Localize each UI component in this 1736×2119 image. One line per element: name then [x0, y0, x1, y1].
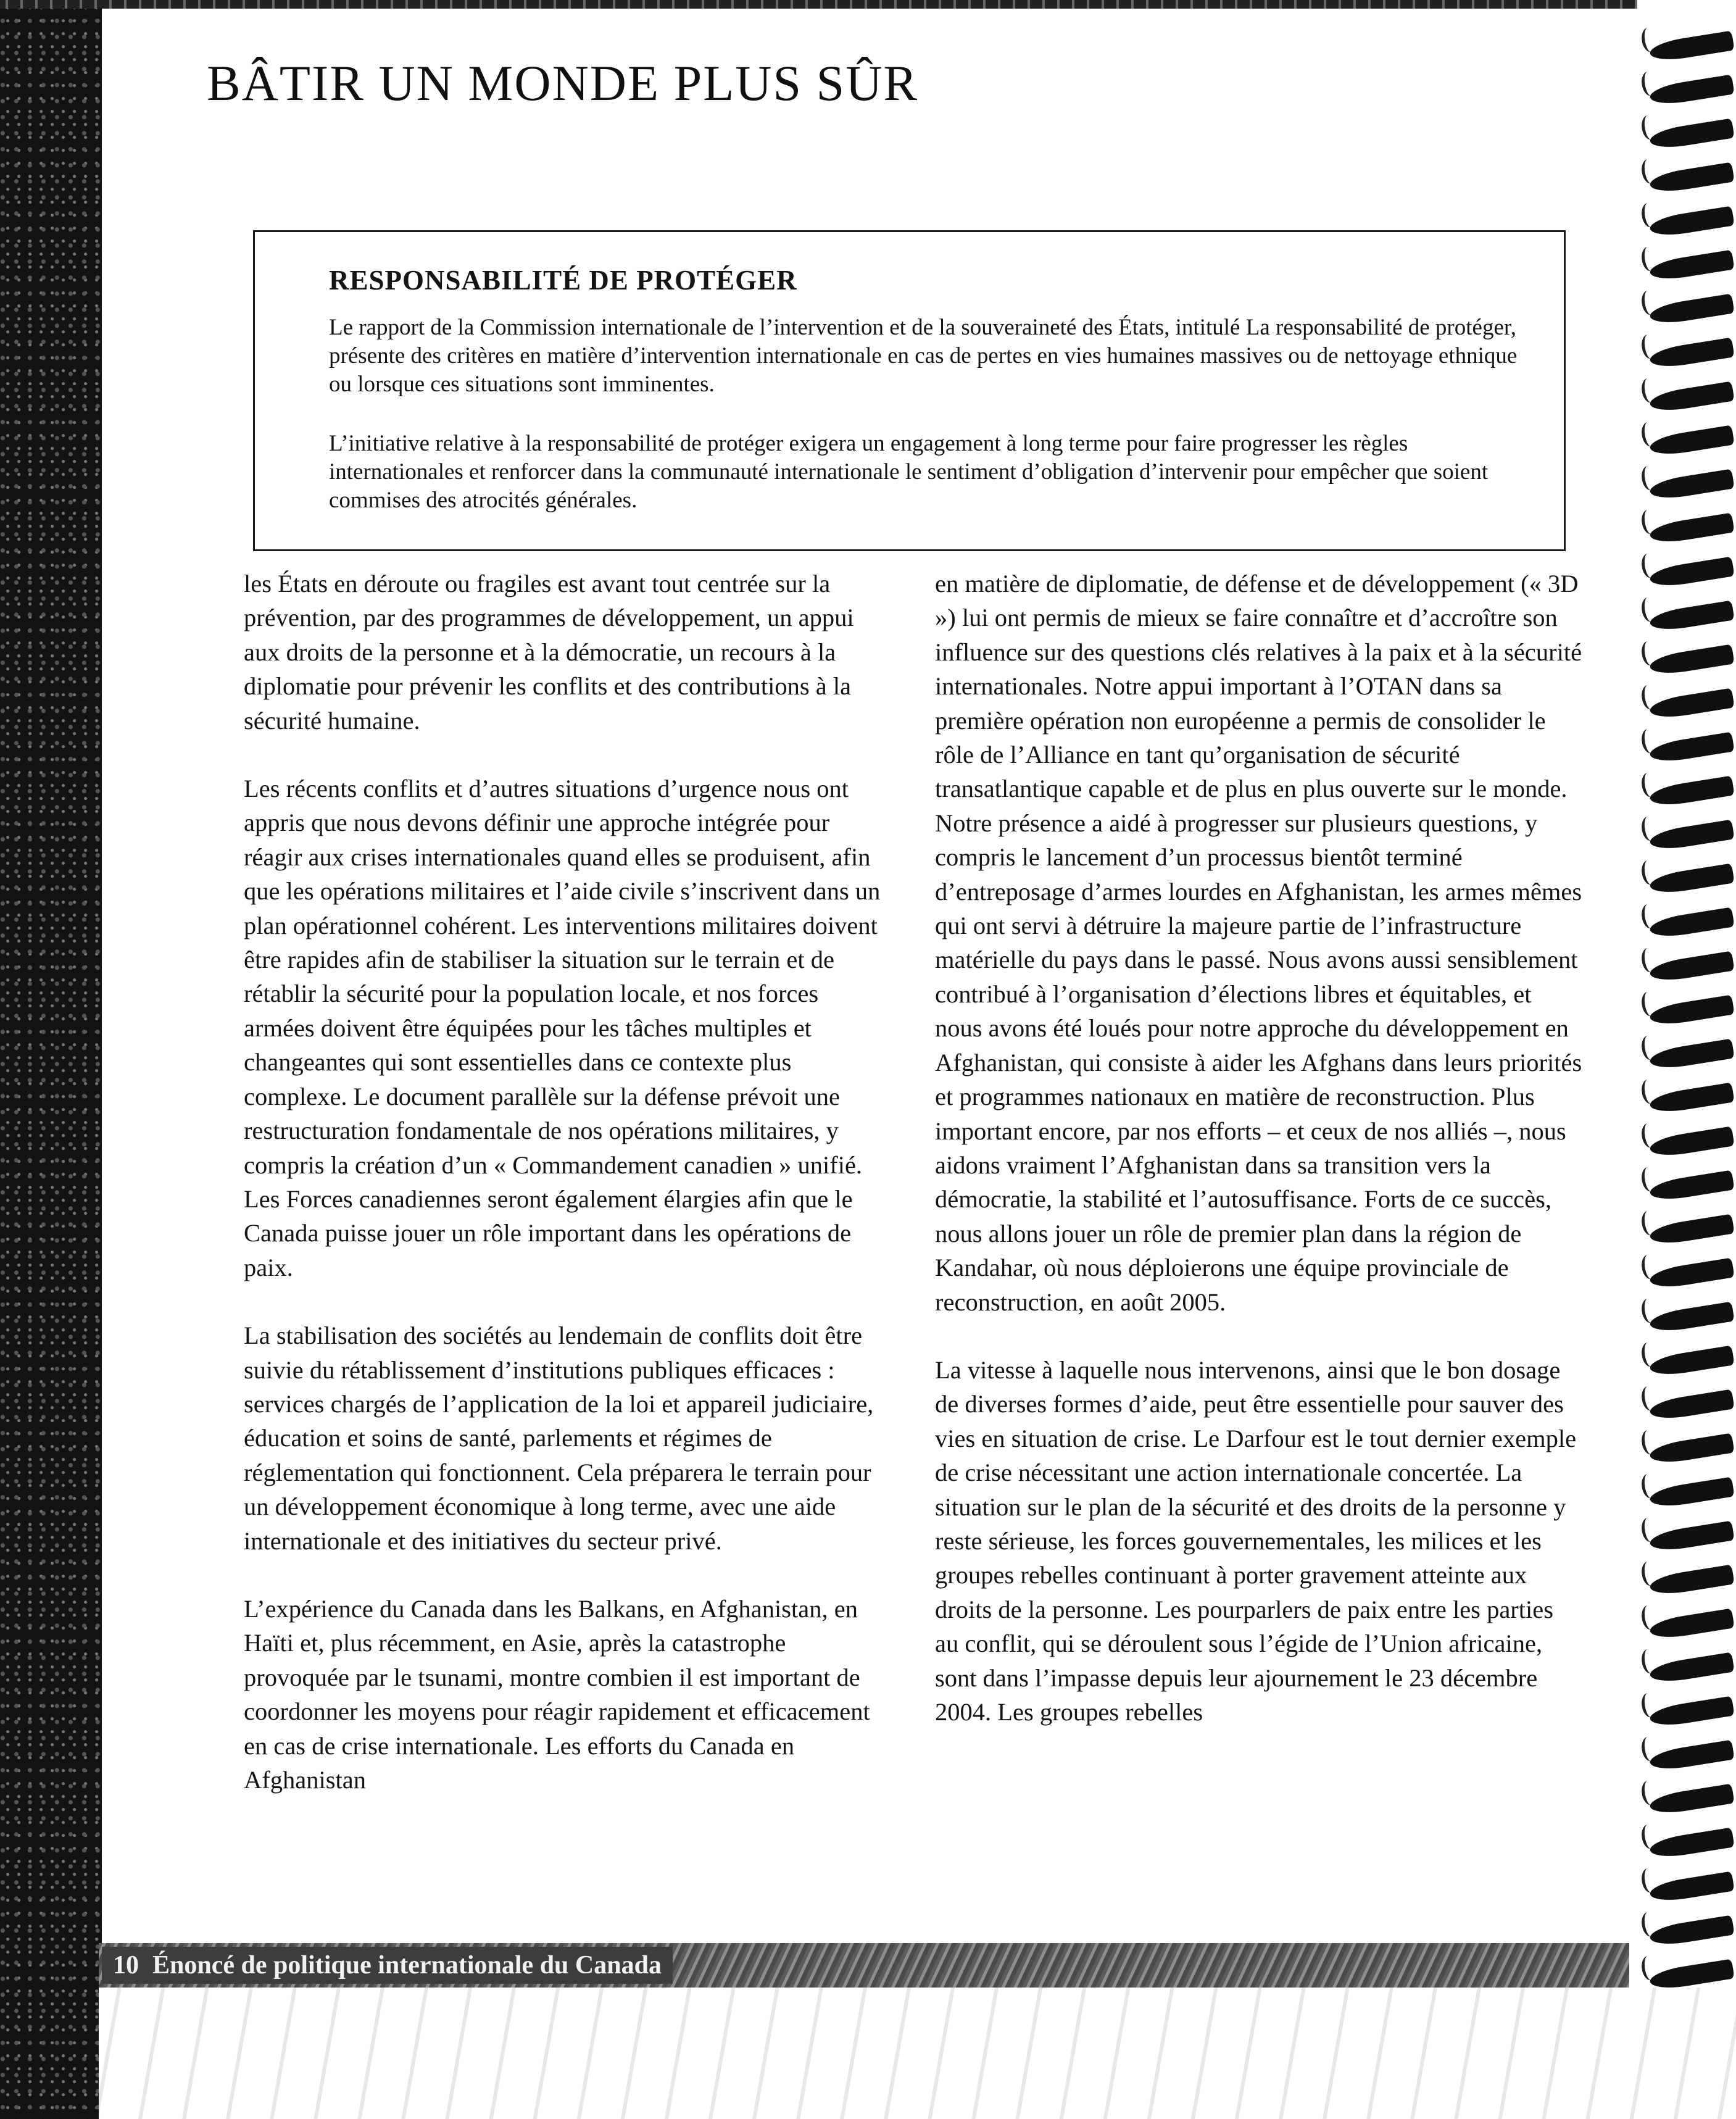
binding-ring: [1648, 162, 1734, 195]
binding-ring: [1648, 513, 1734, 546]
binding-ring: [1648, 1433, 1734, 1466]
binding-ring: [1648, 1126, 1734, 1159]
binding-ring: [1648, 820, 1734, 852]
binding-ring: [1648, 1302, 1734, 1334]
binding-ring: [1648, 381, 1734, 414]
body-paragraph: La stabilisation des sociétés au lendemain de conflits doit être suivie du rétablissement d’institutions publiques efficaces : services chargés de l’application de la loi et appareil judiciaire, éducation et soins de santé, parlements et régimes de réglementation qui fonctionnent. Cela préparera le terrain pour un développement économique à long terme, avec une aide internationale et des initiatives du secteur privé.: [244, 1322, 874, 1555]
binding-ring: [1648, 1959, 1734, 1992]
binding-ring: [1648, 644, 1734, 677]
sidebar-box: [253, 230, 1566, 551]
body-paragraph: La vitesse à laquelle nous intervenons, ainsi que le bon dosage de diverses formes d’aide, peut être essentielle pour sauver des vies en situation de crise. Le Darfour est le tout dernier exemple de crise nécessitant une action internationale concertée. La situation sur le plan de la sécurité et des droits de la personne y reste sérieuse, les forces gouvernementales, les milices et les groupes rebelles continuant à porter gravement atteinte aux droits de la personne. Les pourparlers de paix entre les parties au conflit, qui se déroulent sous l’égide de l’Union africaine, sont dans l’impasse depuis leur ajournement le 23 décembre 2004. Les groupes rebelles: [935, 1355, 1577, 1726]
binding-ring: [1648, 250, 1734, 283]
binding-ring: [1648, 1828, 1734, 1860]
binding-ring: [1648, 1565, 1734, 1597]
binding-ring: [1648, 1389, 1734, 1422]
scan-bottom-edge: [99, 1988, 1736, 2119]
binding-ring: [1648, 1915, 1734, 1948]
binding-ring: [1648, 951, 1734, 984]
box-heading: RESPONSABILITÉ DE PROTÉGER: [329, 265, 797, 296]
right-column: [935, 567, 1583, 1763]
binding-ring: [1648, 1871, 1734, 1904]
binding-ring: [1648, 864, 1734, 896]
binding-ring: [1648, 75, 1734, 107]
box-paragraph-1: Le rapport de la Commission internationale de l’intervention et de la souveraineté des États, intitulé La responsabilité de protéger, présente des critères en matière d’intervention internationale en cas de pertes en vies humaines massives ou de nettoyage ethnique ou lorsque ces situations sont imminentes.: [329, 315, 1518, 397]
page-number: 10: [113, 1951, 139, 1980]
binding-ring: [1648, 732, 1734, 765]
binding-ring: [1648, 338, 1734, 370]
binding-ring: [1648, 1477, 1734, 1510]
scan-left-edge: [0, 0, 102, 2119]
box-paragraph-2: L’initiative relative à la responsabilité de protéger exigera un engagement à long terme pour faire progresser les règles internationales et renforcer dans la communauté internationale le sentiment d’obligation d’intervenir pour empêcher que soient commises des atrocités générales.: [329, 431, 1489, 513]
binding-ring: [1648, 1346, 1734, 1378]
binding-ring: [1648, 1652, 1734, 1685]
binding-ring: [1648, 1696, 1734, 1729]
binding-ring: [1648, 1039, 1734, 1072]
binding-ring: [1648, 1258, 1734, 1291]
binding-ring: [1648, 119, 1734, 151]
binding-ring: [1648, 206, 1734, 239]
binding-ring: [1648, 995, 1734, 1028]
binding-ring: [1648, 31, 1734, 64]
binding-ring: [1648, 1784, 1734, 1817]
footer-label: [102, 1947, 673, 1984]
scan-top-edge: [0, 0, 1736, 9]
binding-ring: [1648, 601, 1734, 633]
binding-ring: [1648, 688, 1734, 721]
binding-ring: [1648, 776, 1734, 809]
binding-ring: [1648, 557, 1734, 589]
binding-ring: [1648, 907, 1734, 940]
body-paragraph: Les récents conflits et d’autres situations d’urgence nous ont appris que nous devons définir une approche intégrée pour réagir aux crises internationales quand elles se produisent, afin que les opérations militaires et l’aide civile s’inscrivent dans un plan opérationnel cohérent. Les interventions militaires doivent être rapides afin de stabiliser la situation sur le terrain et de rétablir la sécurité pour la population locale, et nos forces armées doivent être équipées pour les tâches multiples et changeantes qui sont essentielles dans ce contexte plus complexe. Le document parallèle sur la défense prévoit une restructuration fondamentale de nos opérations militaires, y compris la création d’un « Commandement canadien » unifié. Les Forces canadiennes seront également élargies afin que le Canada puisse jouer un rôle important dans les opérations de paix.: [244, 775, 881, 1281]
binding-ring: [1648, 1214, 1734, 1247]
body-paragraph: les États en déroute ou fragiles est avant tout centrée sur la prévention, par des programmes de développement, un appui aux droits de la personne et à la démocratie, un recours à la diplomatie pour prévenir les conflits et des contributions à la sécurité humaine.: [244, 570, 854, 735]
left-column: [244, 567, 892, 1831]
binding-ring: [1648, 294, 1734, 327]
binding-ring: [1648, 469, 1734, 502]
body-paragraph: L’expérience du Canada dans les Balkans, en Afghanistan, en Haïti et, plus récemment, en Asie, après la catastrophe provoquée par le tsunami, montre combien il est important de coordonner les moyens pour réagir rapidement et efficacement en cas de crise internationale. Les efforts du Canada en Afghanistan: [244, 1594, 870, 1794]
body-paragraph: en matière de diplomatie, de défense et de développement (« 3D ») lui ont permis de mieux se faire connaître et d’accroître son influence sur des questions clés relatives à la paix et à la sécurité internationales. Notre appui important à l’OTAN dans sa première opération non européenne a permis de consolider le rôle de l’Alliance en tant qu’organisation de sécurité transatlantique capable et de plus en plus ouverte sur le monde. Notre présence a aidé à progresser sur plusieurs questions, y compris le lancement d’un processus bientôt terminé d’entreposage d’armes lourdes en Afghanistan, les armes mêmes qui ont servi à détruire la majeure partie de l’infrastructure matérielle du pays dans le passé. Nous avons aussi sensiblement contribué à l’organisation d’élections libres et équitables, et nous avons été loués pour notre approche du développement en Afghanistan, qui consiste à aider les Afghans dans leurs priorités et programmes nationaux en matière de reconstruction. Plus important encore, par nos efforts – et ceux de nos alliés –, nous aidons vraiment l’Afghanistan dans sa transition vers la démocratie, la stabilité et l’autosuffisance. Forts de ce succès, nous allons jouer un rôle de premier plan dans la région de Kandahar, où nous déploierons une équipe provinciale de reconstruction, en août 2005.: [935, 570, 1582, 1316]
binding-ring: [1648, 1609, 1734, 1641]
binding-ring: [1648, 1170, 1734, 1203]
running-title: Énoncé de politique internationale du Canada: [152, 1951, 662, 1980]
binding-ring: [1648, 1521, 1734, 1554]
binding-ring: [1648, 1740, 1734, 1773]
binding-ring: [1648, 1083, 1734, 1115]
page-title: BÂTIR UN MONDE PLUS SÛR: [207, 55, 919, 111]
binding-ring: [1648, 425, 1734, 458]
spiral-binding: [1637, 0, 1736, 2119]
